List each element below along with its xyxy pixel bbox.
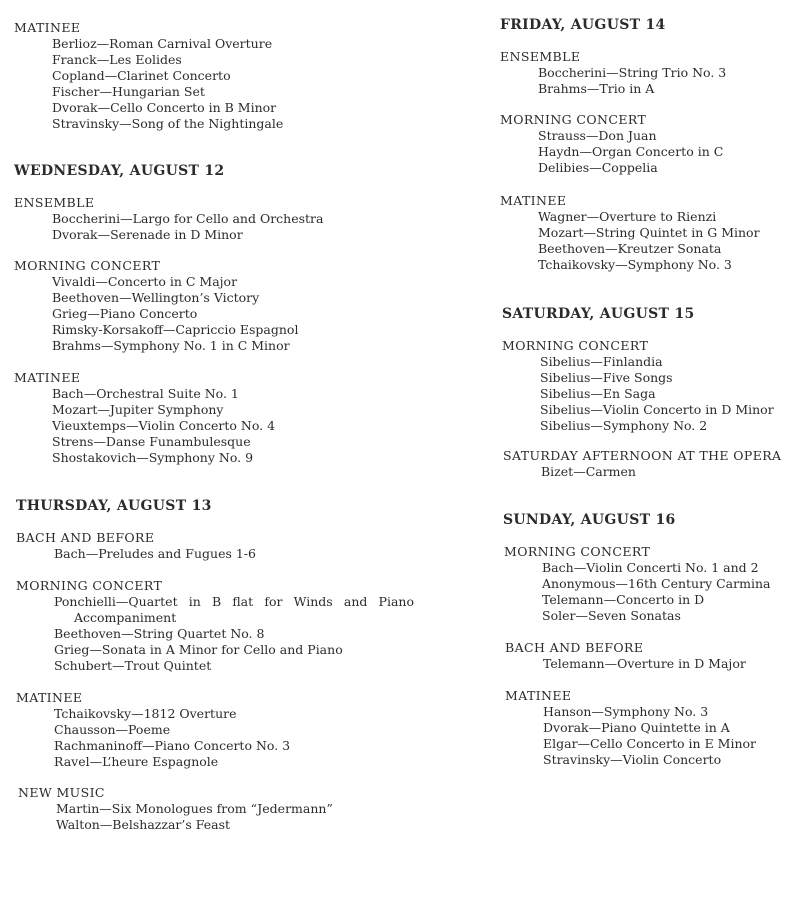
program-item: Telemann—Overture in D Major xyxy=(543,656,746,671)
program-item: Sibelius—Symphony No. 2 xyxy=(540,418,708,433)
program-item: Strauss—Don Juan xyxy=(538,128,657,143)
section-matinee xyxy=(14,370,414,466)
program-item: Bach—Orchestral Suite No. 1 xyxy=(52,386,239,401)
section-title: ENSEMBLE xyxy=(500,49,581,64)
program-item: Vivaldi—Concerto in C Major xyxy=(52,274,238,289)
program-item: Strens—Danse Funambulesque xyxy=(52,434,251,449)
section-bach-and-before xyxy=(505,640,795,672)
program-item: Boccherini—String Trio No. 3 xyxy=(538,65,727,80)
day-heading-saturday: SATURDAY, AUGUST 15 xyxy=(502,306,695,322)
program-item: Wagner—Overture to Rienzi xyxy=(538,209,717,224)
program-item: Dvorak—Serenade in D Minor xyxy=(52,227,243,242)
section-title: MATINEE xyxy=(505,688,572,703)
section-morning-concert xyxy=(14,258,414,354)
section-title: BACH AND BEFORE xyxy=(16,530,155,545)
section-morning-concert xyxy=(16,578,414,674)
program-item: Mozart—String Quintet in G Minor xyxy=(538,225,760,240)
program-item: Bach—Preludes and Fugues 1-6 xyxy=(54,546,256,561)
program-item: Mozart—Jupiter Symphony xyxy=(52,402,224,417)
program-item: Ravel—L’heure Espagnole xyxy=(54,754,219,769)
section-title: MORNING CONCERT xyxy=(16,578,163,593)
program-item: Hanson—Symphony No. 3 xyxy=(543,704,709,719)
program-item: Brahms—Trio in A xyxy=(538,81,655,96)
section-title: MORNING CONCERT xyxy=(500,112,647,127)
program-item: Chausson—Poeme xyxy=(54,722,171,737)
program-item: Vieuxtemps—Violin Concerto No. 4 xyxy=(52,418,276,433)
day-heading-sunday: SUNDAY, AUGUST 16 xyxy=(503,512,676,528)
program-item: Sibelius—En Saga xyxy=(540,386,656,401)
section-matinee xyxy=(16,690,414,770)
program-item: Stravinsky—Violin Concerto xyxy=(543,752,722,767)
section-matinee xyxy=(505,688,795,768)
program-item: Soler—Seven Sonatas xyxy=(542,608,681,623)
section-ensemble xyxy=(500,49,795,97)
section-morning-concert xyxy=(502,338,795,434)
program-item: Delibies—Coppelia xyxy=(538,160,658,175)
program-item: Tchaikovsky—Symphony No. 3 xyxy=(538,257,732,272)
program-item: Dvorak—Piano Quintette in A xyxy=(543,720,730,735)
section-matinee-top xyxy=(14,20,414,132)
section-ensemble xyxy=(14,195,414,243)
section-title: MORNING CONCERT xyxy=(502,338,649,353)
section-title: MORNING CONCERT xyxy=(14,258,161,273)
section-opera xyxy=(503,448,795,480)
day-heading-thursday: THURSDAY, AUGUST 13 xyxy=(16,498,212,514)
program-item: Telemann—Concerto in D xyxy=(542,592,705,607)
program-item: Tchaikovsky—1812 Overture xyxy=(54,706,237,721)
program-item: Sibelius—Violin Concerto in D Minor xyxy=(540,402,774,417)
program-item: Shostakovich—Symphony No. 9 xyxy=(52,450,254,465)
section-matinee xyxy=(500,193,795,273)
program-item: Beethoven—Kreutzer Sonata xyxy=(538,241,722,256)
program-item: Beethoven—Wellington’s Victory xyxy=(52,290,260,305)
section-title: MATINEE xyxy=(14,20,81,35)
program-item: Bach—Violin Concerti No. 1 and 2 xyxy=(542,560,759,575)
program-item: Franck—Les Eolides xyxy=(52,52,182,67)
program-item: Schubert—Trout Quintet xyxy=(54,658,212,673)
program-item: Rimsky-Korsakoff—Capriccio Espagnol xyxy=(52,322,299,337)
section-new-music xyxy=(18,785,414,833)
program-item: Sibelius—Finlandia xyxy=(540,354,663,369)
section-title: NEW MUSIC xyxy=(18,785,105,800)
program-item: Grieg—Piano Concerto xyxy=(52,306,198,321)
program-item: Rachmaninoff—Piano Concerto No. 3 xyxy=(54,738,291,753)
section-title: MATINEE xyxy=(500,193,567,208)
program-item: Bizet—Carmen xyxy=(541,464,636,479)
program-item: Elgar—Cello Concerto in E Minor xyxy=(543,736,757,751)
program-item: Beethoven—String Quartet No. 8 xyxy=(54,626,265,641)
program-item: Stravinsky—Song of the Nightingale xyxy=(52,116,284,131)
section-title: MATINEE xyxy=(14,370,81,385)
section-title: MATINEE xyxy=(16,690,83,705)
program-item: Berlioz—Roman Carnival Overture xyxy=(52,36,273,51)
section-title: BACH AND BEFORE xyxy=(505,640,644,655)
program-item: Anonymous—16th Century Carmina xyxy=(542,576,771,591)
program-item: Walton—Belshazzar’s Feast xyxy=(56,817,231,832)
section-morning-concert xyxy=(500,112,795,176)
section-morning-concert xyxy=(504,544,795,624)
program-item: Grieg—Sonata in A Minor for Cello and Piano xyxy=(54,642,343,657)
program-item: Sibelius—Five Songs xyxy=(540,370,673,385)
program-item: Haydn—Organ Concerto in C xyxy=(538,144,724,159)
program-item: Ponchielli—Quartet in B flat for Winds and Piano xyxy=(54,594,414,609)
program-item-continuation: Accompaniment xyxy=(74,610,177,625)
day-heading-wednesday: WEDNESDAY, AUGUST 12 xyxy=(14,163,225,179)
program-item: Fischer—Hungarian Set xyxy=(52,84,205,99)
section-bach-and-before xyxy=(16,530,414,562)
section-title: MORNING CONCERT xyxy=(504,544,651,559)
program-item: Brahms—Symphony No. 1 in C Minor xyxy=(52,338,290,353)
section-title: SATURDAY AFTERNOON AT THE OPERA xyxy=(503,448,782,463)
program-item: Boccherini—Largo for Cello and Orchestra xyxy=(52,211,324,226)
program-item: Dvorak—Cello Concerto in B Minor xyxy=(52,100,277,115)
program-item: Copland—Clarinet Concerto xyxy=(52,68,231,83)
program-item: Martin—Six Monologues from “Jedermann” xyxy=(56,801,333,816)
day-heading-friday: FRIDAY, AUGUST 14 xyxy=(500,17,666,33)
section-title: ENSEMBLE xyxy=(14,195,95,210)
